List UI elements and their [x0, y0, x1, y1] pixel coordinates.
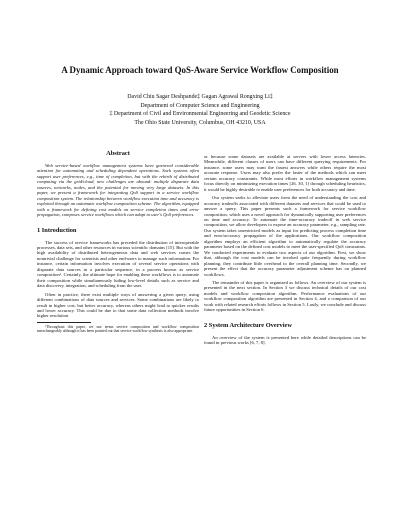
affiliation-university: The Ohio State University, Columbus, OH 43210, USA: [134, 119, 266, 126]
right-paragraph-1: or because some datasets are available at servers with lower access latencies. Meanwhile, different classes of users can have different querying requirements. For instance, some users may want the fastest answers while others require the most accurate response. Users may also prefer the faster of the methods which can meet certain accuracy constraints. While most efforts in workflow management systems focus directly on minimizing execution times [26, 30, 1] through scheduling heuristics, it would be highly desirable to enable user preferences for both accuracy and time.: [204, 154, 366, 192]
abstract-heading: Abstract: [106, 150, 130, 157]
section-2-paragraph-1: An overview of the system is presented here while detailed descriptions can be found in previous works [6, 7, 8].: [204, 334, 366, 346]
author-block: [20, 93, 380, 127]
introduction-heading: 1 Introduction: [37, 226, 77, 234]
affiliation-cse: Department of Computer Science and Engineering: [140, 102, 260, 109]
intro-paragraph-2: Often in practice, there exist multiple ways of answering a given query, using different combinations of data sources and services. Some combinations are likely to result in higher cost, but better accuracy, whereas others might lead to quicker results and lower accuracy. This could be due to that some data collection methods involve higher resolution: [37, 291, 199, 319]
right-column: [204, 154, 366, 346]
paper-title: A Dynamic Approach toward QoS-Aware Service Workflow Composition: [61, 65, 339, 75]
left-column: [37, 150, 199, 334]
abstract-text: Web service-based workflow management systems have garnered considerable attention for automating and scheduling dependent operations. Such systems often support user preferences, e.g., time of completion, but with the rebirth of distributed computing via the grid/cloud, new challenges are abound: multiple disparate data sources, networks, nodes, and the potential for moving very large datasets. In this paper, we present a framework for integrating QoS support in a service workflow composition system. The relationship between workflow execution time and accuracy is exploited through an automatic workflow composition scheme. The algorithm, equipped with a framework for defining cost models on service completion times and error propagation, composes service workflows which can adapt to user's QoS preferences.: [37, 163, 199, 218]
section-2-heading: 2 System Architecture Overview: [204, 321, 292, 329]
right-paragraph-3: The remainder of this paper is organized as follows. An overview of our system is presented in the next section. In Section 3 we discuss technical details of our cost models and workflow composition algorithm. Performance evaluations of our workflow composition algorithm are presented in Section 4, and a comparison of our work with related research efforts follows in Section 5. Lastly, we conclude and discuss future opportunities in Section 6.: [204, 279, 366, 313]
authors: David Chiu Sagar Deshpande‡ Gagan Agrawal Rongxing Li‡: [127, 94, 273, 100]
affiliation-civil: ‡ Department of Civil and Environmental Engineering and Geodetic Science: [109, 111, 291, 118]
right-paragraph-2: Our system seeks to alleviate users from the need of understanding the cost and accuracy tradeoffs associated with different datasets and services that could be used to answer a query. This paper presents such a framework for service workflow composition, which uses a novel approach for dynamically supporting user preferences on time and accuracy. To automate the time-accuracy tradeoff in web service composition, we allow developers to expose an accuracy parameter, e.g., sampling rate. Our system takes unrestricted models as input for predicting process completion time and error/accuracy propagation of the applications. Our workflow composition algorithm employs an efficient algorithm to automatically regulate the accuracy parameter based on the defined cost models to meet the user-specified QoS constraints. We conducted experiments to evaluate two aspects of our algorithm. First, we show that, although the cost models can be invoked quite frequently during workflow planning, they contribute little overhead to the overall planning time. Secondly, we present the effect that the accuracy parameter adjustment scheme has on planned workflows.: [204, 195, 366, 277]
footnote: ¹Throughout this paper, we use terms service composition and workflow composition interchangeably although it has been pointed out that service workflow synthesis is also appropriate.: [37, 324, 199, 334]
intro-paragraph-1: The success of service frameworks has preceded the distribution of interoperable processes, data sets, and other resources in various scientific domains [15]. But with the high availability of distributed heterogeneous data and web services comes the nontrivial challenge for scientists and other end-users to manage such information. For instance, certain information involves execution of several service operations with disparate data sources in a particular sequence, in a process known as service composition¹. Certainly, the ultimate hope for enabling these workflows is to automate their composition while simultaneously hiding low-level details such as service and data discovery, integration, and scheduling from the user.: [37, 239, 199, 289]
footnote-rule: [37, 322, 91, 323]
